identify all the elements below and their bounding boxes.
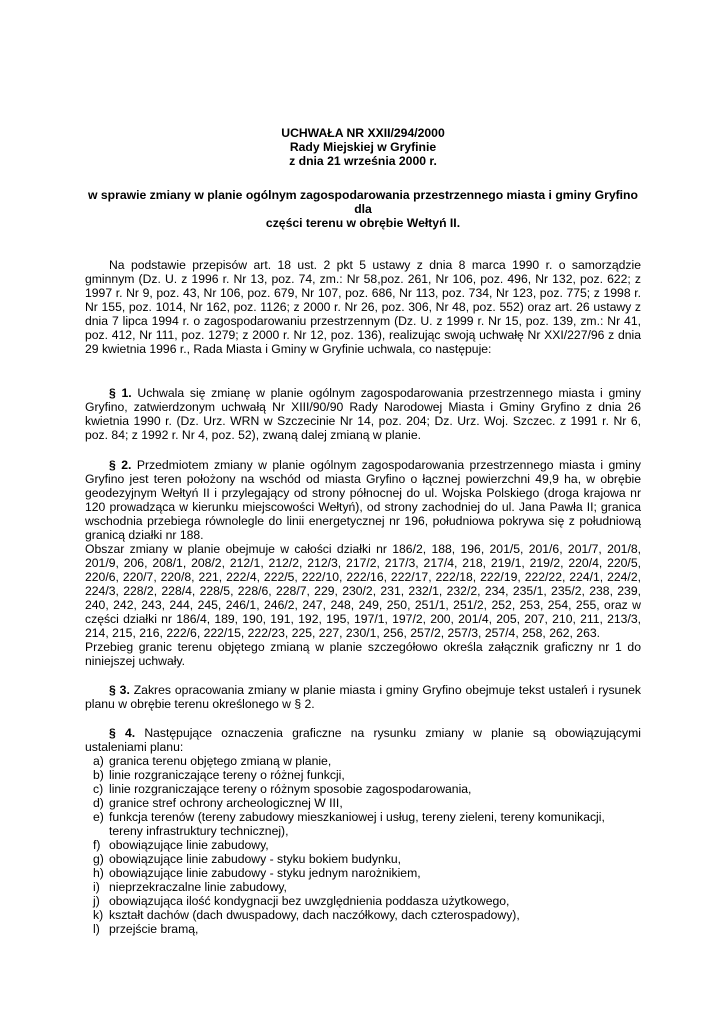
resolution-header	[85, 126, 641, 168]
list-item: i) nieprzekraczalne linie zabudowy,	[93, 880, 287, 894]
section-2-label: § 2.	[109, 458, 132, 472]
graphic-symbols-list	[85, 754, 641, 936]
list-item: b) linie rozgraniczające tereny o różnej funkcji,	[93, 768, 345, 782]
resolution-date: z dnia 21 września 2000 r.	[289, 154, 437, 168]
resolution-number: UCHWAŁA NR XXII/294/2000	[281, 126, 445, 140]
section-3-label: § 3.	[109, 683, 130, 697]
section-2-text: Przedmiotem zmiany w planie ogólnym zagospodarowania przestrzennego miasta i gminy Gryfino jest teren położony na wschód od miasta Gryfino o łącznej powierzchni 49,9 ha, w obrębie geodezyjnym Wełtyń II i przylegający od strony północnej do ul. Wojska Polskiego (droga krajowa nr 120 prowadząca w kierunku miejscowości Wełtyń), od strony zachodniej do ul. Jana Pawła II; granica wschodnia przebiega równolegle do linii energetycznej nr 196, południowa pokrywa się z południową granicą działki nr 188.	[85, 458, 641, 542]
section-2	[85, 458, 641, 668]
section-2-plots: Obszar zmiany w planie obejmuje w całości działki nr 186/2, 188, 196, 201/5, 201/6, 201/7, 201/8, 201/9, 206, 208/1, 208/2, 212/1, 212/2, 212/3, 217/2, 217/3, 217/4, 218, 219/1, 219/2, 220/4, 220/5, 220/6, 220/7, 220/8, 221, 222/4, 222/5, 222/10, 222/16, 222/17, 222/18, 222/19, 222/22, 224/1, 224/2, 224/3, 228/2, 228/4, 228/5, 228/6, 228/7, 229, 230/2, 231, 232/1, 232/2, 234, 235/1, 235/2, 238, 239, 240, 242, 243, 244, 245, 246/1, 246/2, 247, 248, 249, 250, 251/1, 251/2, 252, 253, 254, 255, oraz w części działki nr 186/4, 189, 190, 191, 192, 195, 197/1, 197/2, 200, 201/4, 205, 207, 210, 211, 213/3, 214, 215, 216, 222/6, 222/15, 222/23, 225, 227, 230/1, 256, 257/2, 257/3, 257/4, 258, 262, 263.	[85, 542, 641, 640]
list-item: e) funkcja terenów (tereny zabudowy mieszkaniowej i usług, tereny zieleni, tereny komunikacji, tereny infrastruktury technicznej),	[93, 810, 605, 838]
section-4-text: Następujące oznaczenia graficzne na rysunku zmiany w planie są obowiązującymi ustaleniami planu:	[85, 726, 641, 754]
subject-line-1: w sprawie zmiany w planie ogólnym zagospodarowania przestrzennego miasta i gminy Gryfino dla	[88, 188, 638, 216]
section-1	[85, 386, 641, 442]
list-item: g) obowiązujące linie zabudowy - styku bokiem budynku,	[93, 852, 401, 866]
section-4-label: § 4.	[109, 726, 136, 740]
list-item: f) obowiązujące linie zabudowy,	[93, 838, 269, 852]
legal-basis-paragraph: Na podstawie przepisów art. 18 ust. 2 pkt 5 ustawy z dnia 8 marca 1990 r. o samorządzie gminnym (Dz. U. z 1996 r. Nr 13, poz. 74, zm.: Nr 58,poz. 261, Nr 106, poz. 496, Nr 132, poz. 622; z 1997 r. Nr 9, poz. 43, Nr 106, poz. 679, Nr 107, poz. 686, Nr 113, poz. 734, Nr 123, poz. 775; z 1998 r. Nr 155, poz. 1014, Nr 162, poz. 1126; z 2000 r. Nr 26, poz. 306, Nr 48, poz. 552) oraz art. 26 ustawy z dnia 7 lipca 1994 r. o zagospodarowaniu przestrzennym (Dz. U. z 1999 r. Nr 15, poz. 139, zm.: Nr 41, poz. 412, Nr 111, poz. 1279; z 2000 r. Nr 12, poz. 136), realizując swoją uchwałę Nr XXI/227/96 z dnia 29 kwietnia 1996 r., Rada Miasta i Gminy w Gryfinie uchwala, co następuje:	[85, 258, 641, 356]
list-item: c) linie rozgraniczające tereny o różnym sposobie zagospodarowania,	[93, 782, 472, 796]
section-4	[85, 726, 641, 936]
list-item: k) kształt dachów (dach dwuspadowy, dach naczółkowy, dach czterospadowy),	[93, 908, 520, 922]
list-item: j) obowiązująca ilość kondygnacji bez uwzględnienia poddasza użytkowego,	[93, 894, 510, 908]
list-item: l) przejście bramą,	[93, 922, 199, 936]
section-1-text: Uchwala się zmianę w planie ogólnym zagospodarowania przestrzennego miasta i gminy Gryfino, zatwierdzonym uchwałą Nr XIII/90/90 Rady Narodowej Miasta i Gminy Gryfino z dnia 26 kwietnia 1990 r. (Dz. Urz. WRN w Szczecinie Nr 14, poz. 204; Dz. Urz. Woj. Szczec. z 1991 r. Nr 6, poz. 84; z 1992 r. Nr 4, poz. 52), zwaną dalej zmianą w planie.	[85, 386, 641, 442]
section-2-boundary: Przebieg granic terenu objętego zmianą w planie szczegółowo określa załącznik graficzny nr 1 do niniejszej uchwały.	[85, 640, 641, 668]
document-page	[85, 126, 641, 936]
resolution-subject	[85, 188, 641, 230]
list-item: a) granica terenu objętego zmianą w planie,	[93, 754, 332, 768]
list-item: h) obowiązujące linie zabudowy - styku jednym narożnikiem,	[93, 866, 421, 880]
section-1-label: § 1.	[109, 386, 132, 400]
list-item: d) granice stref ochrony archeologicznej W III,	[93, 796, 343, 810]
issuing-council: Rady Miejskiej w Gryfinie	[289, 140, 437, 154]
section-3-text: Zakres opracowania zmiany w planie miasta i gminy Gryfino obejmuje tekst ustaleń i rysunek planu w obrębie terenu określonego w § 2.	[85, 683, 641, 711]
section-3	[85, 683, 641, 711]
subject-line-2: części terenu w obrębie Wełtyń II.	[265, 216, 461, 230]
